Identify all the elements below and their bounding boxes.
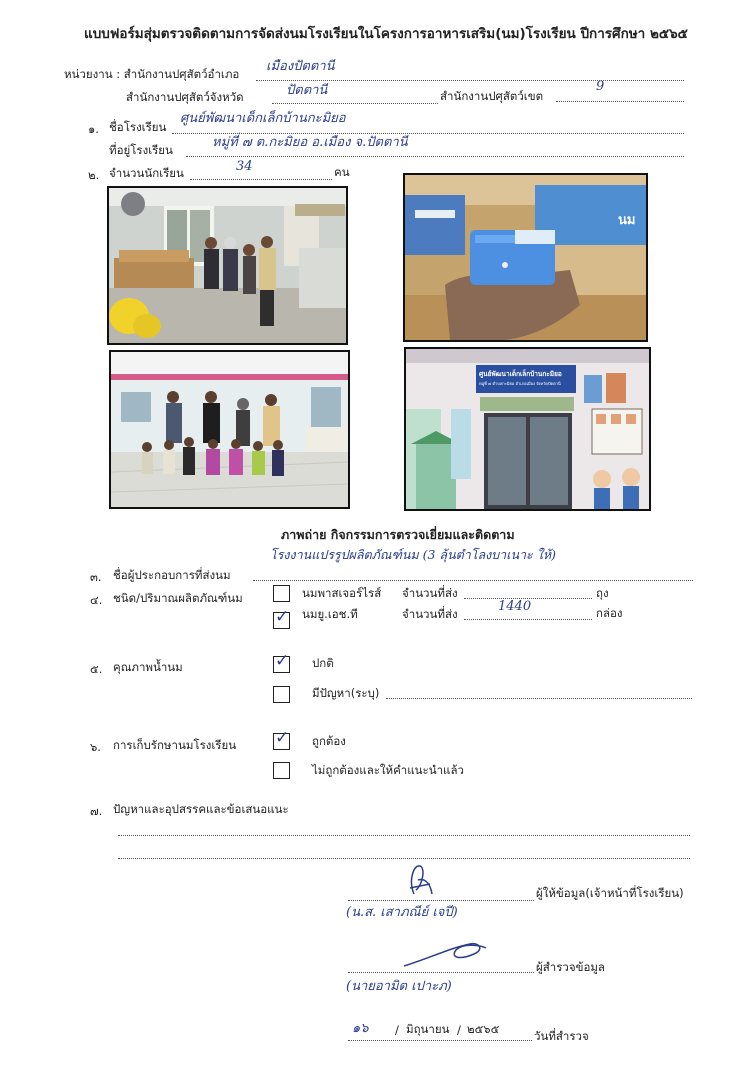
date-day: ๑๖ <box>352 1021 369 1036</box>
problems-label: ปัญหาและอุปสรรคและข้อเสนอแนะ <box>113 802 289 816</box>
uht-check-mark: ✓ <box>275 607 290 627</box>
students-line <box>190 179 332 180</box>
storage-correct-check-mark: ✓ <box>275 728 290 748</box>
photo-staff-visit <box>107 186 348 345</box>
surveyor-role: ผู้สำรวจข้อมูล <box>536 960 605 974</box>
school-name-value: ศูนย์พัฒนาเด็กเล็กบ้านกะมิยอ <box>180 111 346 126</box>
photo-caption: ภาพถ่าย กิจกรรมการตรวจเยี่ยมและติดตาม <box>281 527 515 542</box>
informant-signature <box>400 860 440 900</box>
quality-num: ๕. <box>90 662 103 676</box>
informant-name: (น.ส. เสาภณีย์ เจปี) <box>346 905 458 920</box>
surveyor-name: (นายอามิต เปาะภ) <box>346 979 452 994</box>
form-title: แบบฟอร์มสุ่มตรวจติดตามการจัดส่งนมโรงเรียนในโครงการอาหารเสริม(นม)โรงเรียน ปีการศึกษา ๒๕๖๕ <box>84 26 688 42</box>
district-line <box>256 80 684 81</box>
quality-problem-line <box>386 698 692 699</box>
informant-role: ผู้ให้ข้อมูล(เจ้าหน้าที่โรงเรียน) <box>536 886 684 900</box>
problems-line-1 <box>118 835 690 836</box>
quality-problem-checkbox[interactable] <box>273 686 290 703</box>
supplier-value: โรงงานแปรรูปผลิตภัณฑ์นม (3 ลุ้นตำโลงบาเนาะ ให้) <box>270 547 556 562</box>
problems-line-2 <box>118 858 690 859</box>
supplier-label: ชื่อผู้ประกอบการที่ส่งนม <box>113 568 231 582</box>
informant-sign-line <box>348 900 534 901</box>
province-label: สำนักงานปศุสัตว์จังหวัด <box>126 90 244 104</box>
uht-label: นมยู.เอช.ที <box>302 607 358 621</box>
problems-num: ๗. <box>90 804 103 818</box>
storage-incorrect-checkbox[interactable] <box>273 762 290 779</box>
school-name-label: ชื่อโรงเรียน <box>109 120 167 134</box>
date-sep-2: / <box>457 1023 461 1037</box>
date-line <box>348 1040 532 1041</box>
supplier-num: ๓. <box>90 570 102 584</box>
region-label: สำนักงานปศุสัตว์เขต <box>440 89 544 103</box>
carton-brand-text: นม <box>618 213 636 228</box>
storage-correct-checkbox[interactable] <box>273 728 290 750</box>
storage-correct-label: ถูกต้อง <box>312 734 346 748</box>
region-line <box>556 101 684 102</box>
date-year: ๒๕๖๕ <box>467 1022 500 1036</box>
school-name-line <box>172 133 684 134</box>
district-value: เมืองปัตตานี <box>266 59 335 74</box>
storage-incorrect-label: ไม่ถูกต้องและให้คำแนะนำแล้ว <box>312 763 464 777</box>
quality-problem-label: มีปัญหา(ระบุ) <box>312 686 380 700</box>
province-value: ปัตตานี <box>286 83 328 98</box>
storage-label: การเก็บรักษานมโรงเรียน <box>113 738 237 752</box>
address-value: หมู่ที่ ๗ ต.กะมิยอ อ.เมือง จ.ปัตตานี <box>212 135 408 150</box>
address-label: ที่อยู่โรงเรียน <box>109 143 173 157</box>
address-line <box>186 156 684 157</box>
supplier-line <box>253 580 693 581</box>
school-sign-title: ศูนย์พัฒนาเด็กเล็กบ้านกะมิยอ <box>479 370 562 378</box>
photo-children-group <box>109 350 350 509</box>
students-label: จำนวนนักเรียน <box>109 166 184 180</box>
pasteurized-unit: ถุง <box>596 586 609 600</box>
quality-normal-checkbox[interactable] <box>273 651 290 673</box>
storage-num: ๖. <box>90 740 101 754</box>
date-month: มิถุนายน <box>406 1022 450 1036</box>
pasteurized-qty-label: จำนวนที่ส่ง <box>402 586 458 600</box>
agency-label: หน่วยงาน : สำนักงานปศุสัตว์อำเภอ <box>64 67 240 81</box>
pasteurized-label: นมพาสเจอร์ไรส์ <box>302 586 382 600</box>
students-num: ๒. <box>88 168 100 182</box>
students-unit: คน <box>334 165 350 179</box>
region-value: 9 <box>596 79 605 94</box>
date-sep-1: / <box>395 1023 399 1037</box>
quality-normal-check-mark: ✓ <box>275 651 290 671</box>
date-label: วันที่สำรวจ <box>534 1029 589 1043</box>
uht-qty-label: จำนวนที่ส่ง <box>402 607 458 621</box>
product-label: ชนิด/ปริมาณผลิตภัณฑ์นม <box>113 591 243 605</box>
product-num: ๔. <box>90 593 103 607</box>
quality-label: คุณภาพน้ำนม <box>113 660 183 674</box>
surveyor-sign-line <box>348 972 534 973</box>
uht-qty-line <box>464 619 592 620</box>
province-line <box>272 103 438 104</box>
photo-school-entrance <box>404 347 651 511</box>
uht-unit: กล่อง <box>596 606 623 620</box>
photo-milk-carton <box>403 173 648 342</box>
uht-checkbox[interactable] <box>273 607 290 629</box>
uht-qty-value: 1440 <box>498 599 532 614</box>
pasteurized-checkbox[interactable] <box>273 585 290 602</box>
surveyor-signature <box>400 938 490 972</box>
school-num: ๑. <box>88 122 99 136</box>
students-value: 34 <box>236 159 253 174</box>
quality-normal-label: ปกติ <box>312 656 334 670</box>
school-sign-subtitle: หมู่ที่ ๗ ตำบลกะมิยอ อำเภอเมือง จังหวัดปัตตานี <box>479 381 561 386</box>
